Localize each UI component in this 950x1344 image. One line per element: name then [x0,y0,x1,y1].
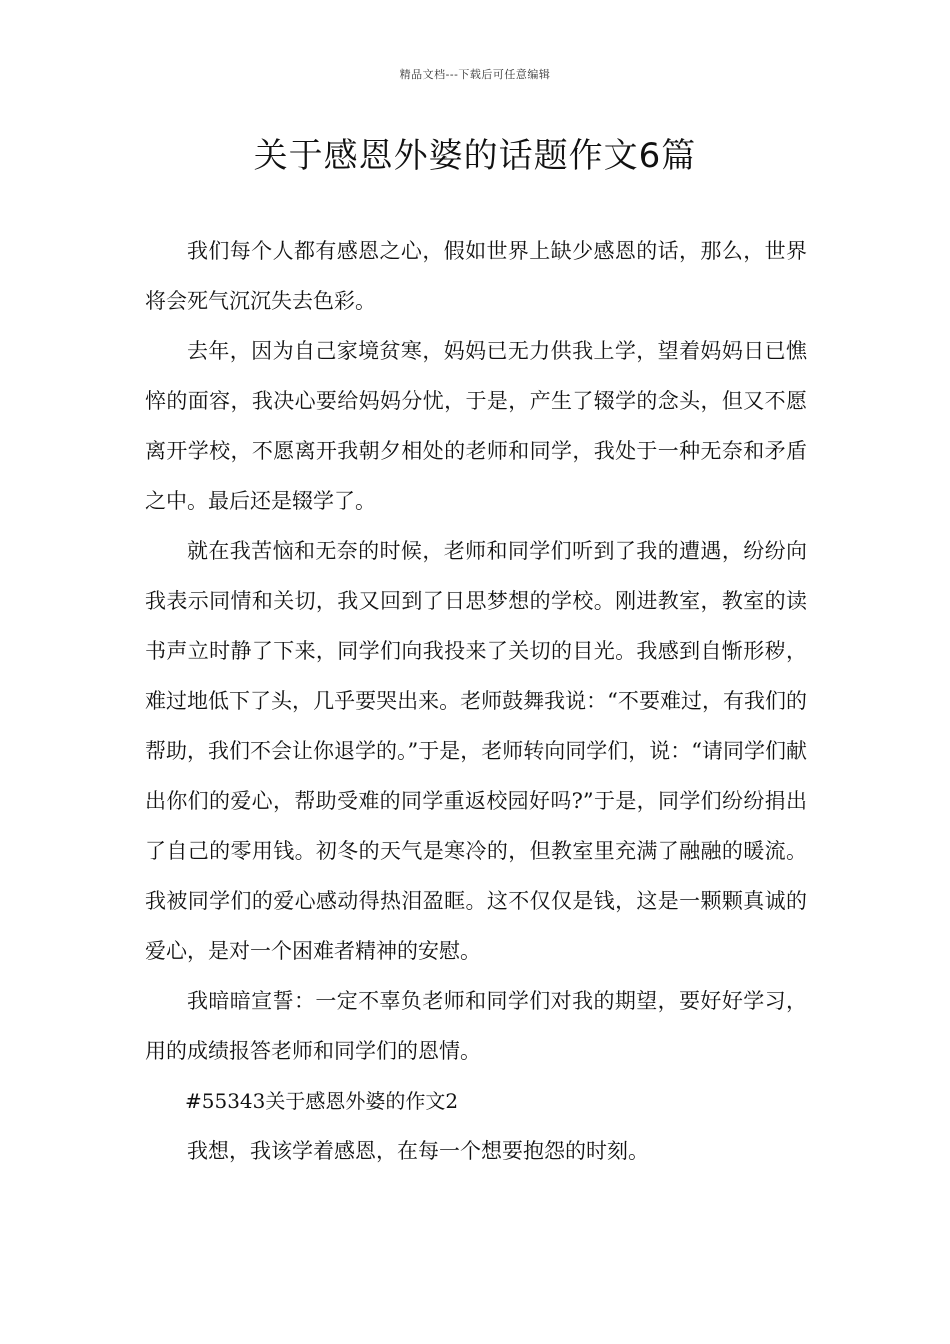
paragraph: 去年，因为自己家境贫寒，妈妈已无力供我上学，望着妈妈日已憔悴的面容，我决心要给妈妈分忧，于是，产生了辍学的念头，但又不愿离开学校，不愿离开我朝夕相处的老师和同学，我处于一种无奈和矛盾之中。最后还是辍学了。 [145,339,807,513]
paragraph: 我们每个人都有感恩之心，假如世界上缺少感恩的话，那么，世界将会死气沉沉失去色彩。 [145,239,807,313]
paragraph: 我想，我该学着感恩，在每一个想要抱怨的时刻。 [187,1139,649,1163]
document-title: 关于感恩外婆的话题作文6篇 [253,136,697,176]
section-subheading: #55343关于感恩外婆的作文2 [185,1089,459,1113]
document-body [145,226,807,1176]
paragraph: 我暗暗宣誓：一定不辜负老师和同学们对我的期望，要好好学习，用的成绩报答老师和同学们的恩情。 [145,989,807,1063]
paragraph: 就在我苦恼和无奈的时候，老师和同学们听到了我的遭遇，纷纷向我表示同情和关切，我又回到了日思梦想的学校。刚进教室，教室的读书声立时静了下来，同学们向我投来了关切的目光。我感到自惭形秽，难过地低下了头，几乎要哭出来。老师鼓舞我说：“不要难过，有我们的帮助，我们不会让你退学的。”于是，老师转向同学们，说：“请同学们献出你们的爱心，帮助受难的同学重返校园好吗?”于是，同学们纷纷捐出了自己的零用钱。初冬的天气是寒冷的，但教室里充满了融融的暖流。我被同学们的爱心感动得热泪盈眶。这不仅仅是钱，这是一颗颗真诚的爱心，是对一个困难者精神的安慰。 [145,539,807,963]
header-note: 精品文档---下载后可任意编辑 [399,68,551,81]
